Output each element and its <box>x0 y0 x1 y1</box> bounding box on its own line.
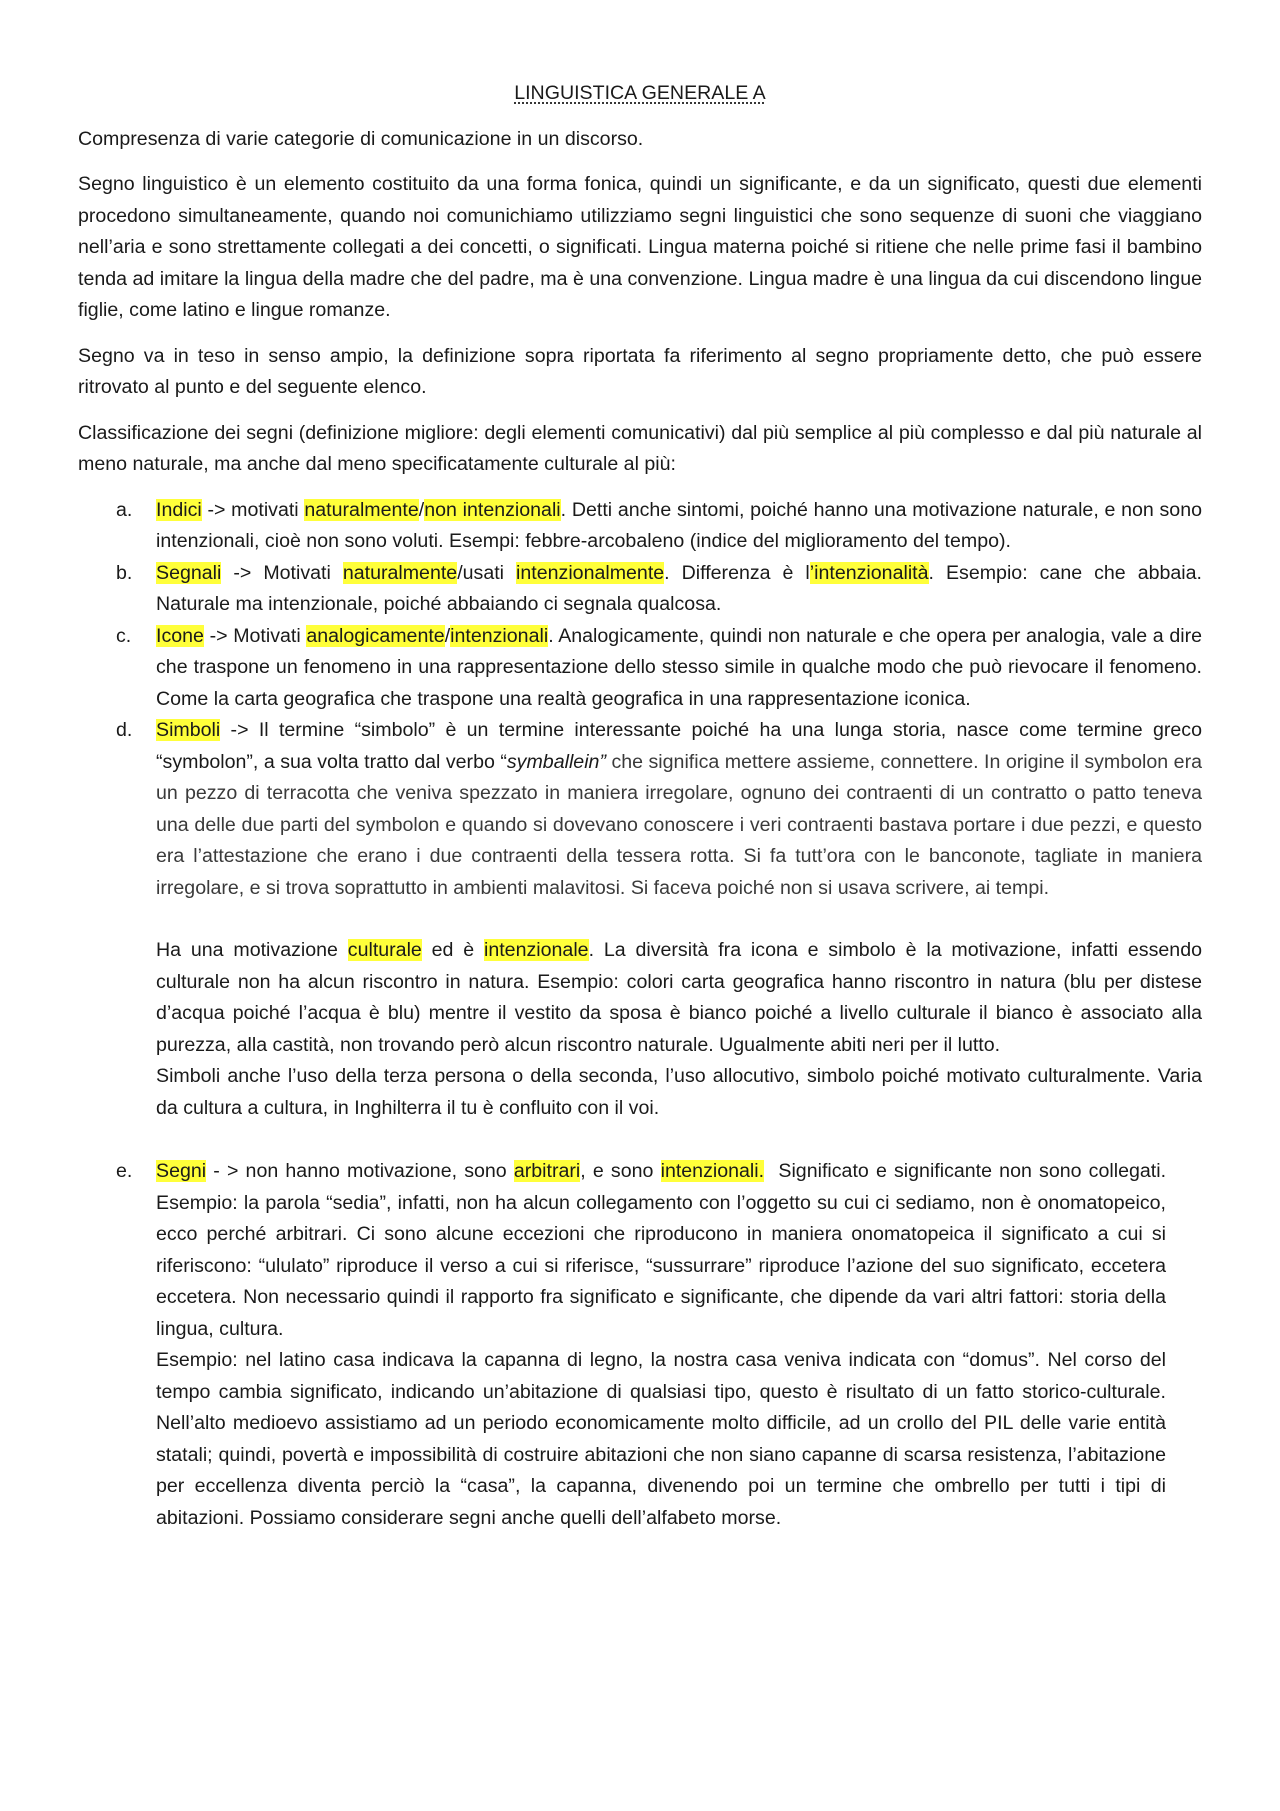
highlight: ’intenzionalità <box>809 561 929 584</box>
list-marker: a. <box>116 498 133 521</box>
list-item-segni <box>78 1156 1172 1534</box>
paragraph-segno-ampio: Segno va in teso in senso ampio, la definizione sopra riportata fa riferimento al segno propriamente detto, che può essere ritrovato al punto e del seguente elenco. <box>78 344 1202 398</box>
highlight: intenzionali <box>450 624 549 647</box>
document-title: LINGUISTICA GENERALE A <box>514 82 766 104</box>
text-run: . Detti anche sintomi, poiché hanno una motivazione naturale, e non sono intenzionali, cioè non sono voluti. Esempi: febbre-arcobaleno (indice del miglioramento del tempo). <box>156 498 1202 552</box>
text-run: -> Il termine “simbolo” è un termine interessante poiché ha una lunga storia, nasce come termine greco “symbolon”, a sua volta tratto dal verbo “ <box>156 719 1202 773</box>
document-page <box>78 78 1202 1534</box>
italic-term: symballein” <box>506 750 606 773</box>
text-run: - > non hanno motivazione, sono <box>206 1160 514 1182</box>
list-item-segnali <box>78 558 1202 621</box>
paragraph-intro: Compresenza di varie categorie di comunicazione in un discorso. <box>78 127 644 150</box>
paragraph-segno-linguistico: Segno linguistico è un elemento costituito da una forma fonica, quindi un significante, e da un significato, questi due elementi procedono simultaneamente, quando noi comunichiamo utilizziamo segni linguistici che sono sequenze di suoni che viaggiano nell’aria e sono strettamente collegati a dei concetti, o significati. Lingua materna poiché si ritiene che nelle prime fasi il bambino tenda ad imitare la lingua della madre che del padre, ma è una convenzione. Lingua madre è una lingua da cui discendono lingue figlie, come latino e lingue romanze. <box>78 173 1202 321</box>
highlight: analogicamente <box>306 624 445 647</box>
list-item-icone <box>78 621 1202 716</box>
text-run: . Differenza è l <box>664 561 810 584</box>
text-run: che significa mettere assieme, connettere. In origine il symbolon era un pezzo di terracotta che veniva spezzato in maniera irregolare, ognuno dei contraenti di un contratto o patto teneva una delle due parti del symbolon e quando si dovevano conoscere i veri contraenti bastava portare i due pezzi, e questo era l’attestazione che erano i due contraenti della tessera rotta. Si fa tutt’ora con le banconote, tagliate in maniera irregolare, e si trova soprattutto in ambienti malavitosi. Si faceva poiché non si usava scrivere, ai tempi. <box>156 750 1202 899</box>
highlight-term: Segni <box>156 1160 207 1182</box>
highlight-term: Icone <box>156 624 204 647</box>
highlight: non intenzionali <box>424 498 561 521</box>
list-marker: d. <box>116 719 133 741</box>
text-run: . Analogicamente, quindi non naturale e che opera per analogia, vale a dire che traspone un fenomeno in una rappresentazione dello stesso simile in qualche modo che può rievocare il fenomeno. Come la carta geografica che traspone una realtà geografica in una rappresentazione iconica. <box>156 624 1202 710</box>
list-item-simboli <box>78 715 1202 1124</box>
simboli-paragraph-3: Simboli anche l’uso della terza persona o della seconda, l’uso allocutivo, simbolo poiché motivato culturalmente. Varia da cultura a cultura, in Inghilterra il tu è confluito con il voi. <box>156 1065 1202 1119</box>
text-run: -> Motivati <box>221 561 343 584</box>
list-marker: e. <box>116 1160 133 1182</box>
highlight-term: Indici <box>156 498 202 521</box>
simboli-paragraph-2 <box>156 935 1202 1061</box>
text-run: -> motivati <box>201 498 305 521</box>
text-run: / <box>444 624 451 647</box>
list-marker: c. <box>116 624 132 647</box>
highlight: intenzionale <box>483 939 589 961</box>
text-run: . La diversità fra icona e simbolo è la motivazione, infatti essendo culturale non ha alcun riscontro in natura. Esempio: colori carta geografica hanno riscontro in natura (blu per distese d’acqua poiché l’acqua è blu) mentre il vestito da sposa è bianco poiché a livello culturale il bianco è associato alla purezza, alla castità, non trovando però alcun riscontro naturale. Ugualmente abiti neri per il lutto. <box>156 939 1202 1056</box>
sign-classification-list <box>78 495 1202 1535</box>
text-run: . Esempio: cane che abbaia. Naturale ma intenzionale, poiché abbaiando ci segnala qualcosa. <box>156 561 1202 615</box>
highlight: naturalmente <box>304 498 419 521</box>
highlight-term: Segnali <box>156 561 222 584</box>
highlight: arbitrari <box>513 1160 581 1182</box>
text-run: Significato e significante non sono collegati. Esempio: la parola “sedia”, infatti, non ha alcun collegamento con l’oggetto su cui ci sediamo, non è onomatopeico, ecco perché arbitrari. Ci sono alcune eccezioni che riproducono in maniera onomatopeica il significato a cui si riferiscono: “ululato” riproduce il verso a cui si riferisce, “sussurrare” riproduce l’azione del suo significato, eccetera eccetera. Non necessario quindi il rapporto fra significato e significante, che dipende da vari altri fattori: storia della lingua, cultura. <box>156 1160 1172 1340</box>
text-run: Ha una motivazione <box>156 939 348 961</box>
paragraph-classificazione: Classificazione dei segni (definizione migliore: degli elementi comunicativi) dal più semplice al più complesso e dal più naturale al meno naturale, ma anche dal meno specificatamente culturale al più: <box>78 421 1202 475</box>
text-run: / <box>418 498 425 521</box>
list-item-indici <box>78 495 1202 558</box>
highlight: intenzionali. <box>660 1160 765 1182</box>
highlight: culturale <box>347 939 422 961</box>
text-run: ed è <box>421 939 484 961</box>
text-run: /usati <box>457 561 517 584</box>
highlight: intenzionalmente <box>516 561 665 584</box>
text-run: -> Motivati <box>203 624 307 647</box>
text-run: , e sono <box>580 1160 661 1182</box>
list-marker: b. <box>116 561 133 584</box>
segni-paragraph-2: Esempio: nel latino casa indicava la capanna di legno, la nostra casa veniva indicata con “domus”. Nel corso del tempo cambia significato, indicando un’abitazione di qualsiasi tipo, questo è risultato di un fatto storico-culturale. Nell’alto medioevo assistiamo ad un periodo economicamente molto difficile, ad un crollo del PIL delle varie entità statali; quindi, povertà e impossibilità di costruire abitazioni che non siano capanne di scarsa resistenza, l’abitazione per eccellenza diventa perciò la “casa”, la capanna, divenendo poi un termine che ombrello per tutti i tipi di abitazioni. Possiamo considerare segni anche quelli dell’alfabeto morse. <box>156 1349 1166 1529</box>
segni-paragraph-1 <box>156 1156 1172 1345</box>
highlight: naturalmente <box>342 561 458 584</box>
highlight-term: Simboli <box>156 719 221 741</box>
simboli-paragraph-1 <box>156 715 1202 904</box>
